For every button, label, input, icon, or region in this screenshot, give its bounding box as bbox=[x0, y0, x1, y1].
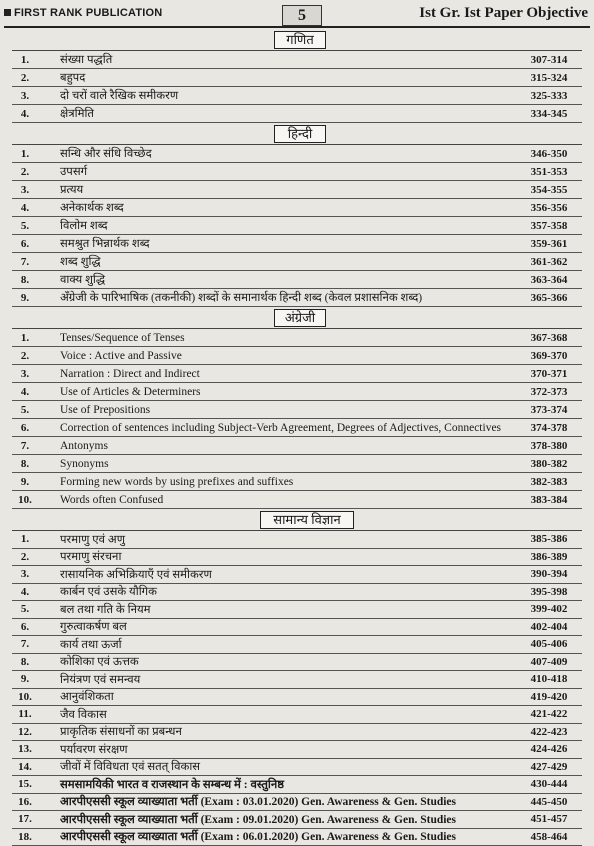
row-number: 18. bbox=[12, 831, 38, 843]
row-pages: 325-333 bbox=[516, 90, 582, 102]
section-ganit bbox=[12, 29, 582, 123]
row-pages: 382-383 bbox=[516, 476, 582, 488]
row-number: 2. bbox=[12, 166, 38, 178]
row-pages: 361-362 bbox=[516, 256, 582, 268]
row-number: 14. bbox=[12, 761, 38, 773]
row-pages: 307-314 bbox=[516, 54, 582, 66]
toc-row bbox=[12, 383, 582, 401]
toc-row bbox=[12, 217, 582, 235]
toc-row bbox=[12, 199, 582, 217]
toc-row bbox=[12, 437, 582, 455]
toc-row bbox=[12, 419, 582, 437]
row-topic: शब्द शुद्धि bbox=[38, 254, 516, 269]
row-topic: संख्या पद्धति bbox=[38, 52, 516, 67]
toc-row bbox=[12, 724, 582, 742]
logo-square-icon bbox=[4, 9, 11, 16]
toc-row bbox=[12, 759, 582, 777]
row-topic: प्रत्यय bbox=[38, 182, 516, 197]
toc-row bbox=[12, 87, 582, 105]
row-number: 4. bbox=[12, 586, 38, 598]
toc-row bbox=[12, 671, 582, 689]
row-topic: आरपीएससी स्कूल व्याख्याता भर्ती (Exam : 06.01.2020) Gen. Awareness & Gen. Studies bbox=[38, 829, 516, 844]
row-topic: नियंत्रण एवं समन्वय bbox=[38, 672, 516, 687]
toc-row bbox=[12, 776, 582, 794]
row-topic: गुरुत्वाकर्षण बल bbox=[38, 619, 516, 634]
row-pages: 419-420 bbox=[516, 691, 582, 703]
row-number: 3. bbox=[12, 568, 38, 580]
row-number: 11. bbox=[12, 708, 38, 720]
section-title-science: सामान्य विज्ञान bbox=[260, 511, 354, 529]
toc-row bbox=[12, 235, 582, 253]
row-topic: रासायनिक अभिक्रियाएँ एवं समीकरण bbox=[38, 567, 516, 582]
toc-row bbox=[12, 329, 582, 347]
paper-title: Ist Gr. Ist Paper Objective bbox=[419, 5, 588, 22]
row-topic: क्षेत्रमिति bbox=[38, 106, 516, 121]
section-rows bbox=[12, 51, 582, 123]
row-pages: 380-382 bbox=[516, 458, 582, 470]
row-pages: 386-389 bbox=[516, 551, 582, 563]
toc-row bbox=[12, 105, 582, 123]
row-number: 13. bbox=[12, 743, 38, 755]
toc-row bbox=[12, 271, 582, 289]
row-pages: 458-464 bbox=[516, 831, 582, 843]
toc-row bbox=[12, 145, 582, 163]
row-topic: कार्बन एवं उसके यौगिक bbox=[38, 584, 516, 599]
toc-row bbox=[12, 794, 582, 812]
toc-row bbox=[12, 566, 582, 584]
row-topic: Correction of sentences including Subject-Verb Agreement, Degrees of Adjectives, Connectives bbox=[38, 422, 516, 434]
contents-table bbox=[12, 29, 582, 846]
row-number: 15. bbox=[12, 778, 38, 790]
section-rows bbox=[12, 329, 582, 509]
row-topic: अँग्रेजी के पारिभाषिक (तकनीकी) शब्दों के समानार्थक हिन्दी शब्द (केवल प्रशासनिक शब्द) bbox=[38, 290, 516, 305]
toc-row bbox=[12, 829, 582, 846]
row-number: 7. bbox=[12, 256, 38, 268]
row-topic: परमाणु एवं अणु bbox=[38, 532, 516, 547]
row-number: 5. bbox=[12, 603, 38, 615]
row-topic: आनुवंशिकता bbox=[38, 689, 516, 704]
row-topic: आरपीएससी स्कूल व्याख्याता भर्ती (Exam : 09.01.2020) Gen. Awareness & Gen. Studies bbox=[38, 812, 516, 827]
toc-row bbox=[12, 741, 582, 759]
toc-row bbox=[12, 811, 582, 829]
row-number: 5. bbox=[12, 220, 38, 232]
toc-row bbox=[12, 473, 582, 491]
section-title-ganit: गणित bbox=[274, 31, 326, 49]
row-topic: बहुपद bbox=[38, 70, 516, 85]
row-number: 3. bbox=[12, 184, 38, 196]
row-number: 4. bbox=[12, 386, 38, 398]
page-number: 5 bbox=[282, 5, 322, 26]
row-topic: प्राकृतिक संसाधनों का प्रबन्धन bbox=[38, 724, 516, 739]
row-number: 6. bbox=[12, 621, 38, 633]
row-topic: कोशिका एवं ऊत्तक bbox=[38, 654, 516, 669]
row-topic: दो चरों वाले रैखिक समीकरण bbox=[38, 88, 516, 103]
row-pages: 390-394 bbox=[516, 568, 582, 580]
toc-row bbox=[12, 584, 582, 602]
row-number: 1. bbox=[12, 533, 38, 545]
row-topic: जैव विकास bbox=[38, 707, 516, 722]
row-pages: 410-418 bbox=[516, 673, 582, 685]
row-topic: Words often Confused bbox=[38, 494, 516, 506]
row-number: 9. bbox=[12, 476, 38, 488]
row-topic: सन्धि और संधि विच्छेद bbox=[38, 146, 516, 161]
section-heading bbox=[12, 29, 582, 51]
row-topic: बल तथा गति के नियम bbox=[38, 602, 516, 617]
row-topic: कार्य तथा ऊर्जा bbox=[38, 637, 516, 652]
row-number: 17. bbox=[12, 813, 38, 825]
row-topic: जीवों में विविधता एवं सतत् विकास bbox=[38, 759, 516, 774]
toc-row bbox=[12, 163, 582, 181]
row-topic: पर्यावरण संरक्षण bbox=[38, 742, 516, 757]
row-number: 8. bbox=[12, 458, 38, 470]
row-number: 9. bbox=[12, 673, 38, 685]
row-pages: 451-457 bbox=[516, 813, 582, 825]
row-pages: 407-409 bbox=[516, 656, 582, 668]
row-pages: 402-404 bbox=[516, 621, 582, 633]
row-pages: 369-370 bbox=[516, 350, 582, 362]
row-pages: 427-429 bbox=[516, 761, 582, 773]
publisher-name bbox=[4, 7, 162, 19]
row-topic: Antonyms bbox=[38, 440, 516, 452]
toc-row bbox=[12, 689, 582, 707]
row-pages: 315-324 bbox=[516, 72, 582, 84]
row-topic: विलोम शब्द bbox=[38, 218, 516, 233]
row-number: 8. bbox=[12, 656, 38, 668]
section-english bbox=[12, 307, 582, 509]
toc-row bbox=[12, 51, 582, 69]
row-number: 9. bbox=[12, 292, 38, 304]
row-pages: 378-380 bbox=[516, 440, 582, 452]
row-pages: 383-384 bbox=[516, 494, 582, 506]
row-number: 4. bbox=[12, 202, 38, 214]
row-pages: 445-450 bbox=[516, 796, 582, 808]
row-topic: समश्रुत भिन्नार्थक शब्द bbox=[38, 236, 516, 251]
row-number: 16. bbox=[12, 796, 38, 808]
toc-row bbox=[12, 253, 582, 271]
row-pages: 385-386 bbox=[516, 533, 582, 545]
row-number: 8. bbox=[12, 274, 38, 286]
row-number: 5. bbox=[12, 404, 38, 416]
row-pages: 424-426 bbox=[516, 743, 582, 755]
row-number: 7. bbox=[12, 638, 38, 650]
row-number: 1. bbox=[12, 332, 38, 344]
row-pages: 359-361 bbox=[516, 238, 582, 250]
row-pages: 357-358 bbox=[516, 220, 582, 232]
row-pages: 367-368 bbox=[516, 332, 582, 344]
row-pages: 422-423 bbox=[516, 726, 582, 738]
row-number: 2. bbox=[12, 72, 38, 84]
row-pages: 421-422 bbox=[516, 708, 582, 720]
row-number: 10. bbox=[12, 691, 38, 703]
row-number: 1. bbox=[12, 54, 38, 66]
row-topic: Synonyms bbox=[38, 458, 516, 470]
toc-row bbox=[12, 549, 582, 567]
row-pages: 334-345 bbox=[516, 108, 582, 120]
row-pages: 354-355 bbox=[516, 184, 582, 196]
row-topic: Tenses/Sequence of Tenses bbox=[38, 332, 516, 344]
toc-row bbox=[12, 601, 582, 619]
row-pages: 374-378 bbox=[516, 422, 582, 434]
toc-row bbox=[12, 531, 582, 549]
row-topic: Use of Articles & Determiners bbox=[38, 386, 516, 398]
section-science bbox=[12, 509, 582, 846]
toc-row bbox=[12, 365, 582, 383]
row-pages: 346-350 bbox=[516, 148, 582, 160]
toc-row bbox=[12, 491, 582, 509]
row-topic: अनेकार्थक शब्द bbox=[38, 200, 516, 215]
row-topic: वाक्य शुद्धि bbox=[38, 272, 516, 287]
section-heading bbox=[12, 123, 582, 145]
row-number: 2. bbox=[12, 350, 38, 362]
section-rows bbox=[12, 145, 582, 307]
row-pages: 370-371 bbox=[516, 368, 582, 380]
row-pages: 363-364 bbox=[516, 274, 582, 286]
row-topic: आरपीएससी स्कूल व्याख्याता भर्ती (Exam : 03.01.2020) Gen. Awareness & Gen. Studies bbox=[38, 794, 516, 809]
row-pages: 356-356 bbox=[516, 202, 582, 214]
row-topic: Use of Prepositions bbox=[38, 404, 516, 416]
toc-row bbox=[12, 181, 582, 199]
section-hindi bbox=[12, 123, 582, 307]
row-pages: 430-444 bbox=[516, 778, 582, 790]
toc-row bbox=[12, 347, 582, 365]
row-number: 7. bbox=[12, 440, 38, 452]
toc-row bbox=[12, 455, 582, 473]
row-topic: परमाणु संरचना bbox=[38, 549, 516, 564]
toc-row bbox=[12, 69, 582, 87]
row-number: 6. bbox=[12, 422, 38, 434]
row-number: 2. bbox=[12, 551, 38, 563]
toc-row bbox=[12, 706, 582, 724]
toc-row bbox=[12, 654, 582, 672]
publisher-label: FIRST RANK PUBLICATION bbox=[14, 7, 162, 19]
toc-row bbox=[12, 289, 582, 307]
page-header bbox=[4, 4, 590, 28]
row-number: 1. bbox=[12, 148, 38, 160]
section-heading bbox=[12, 509, 582, 531]
toc-row bbox=[12, 636, 582, 654]
row-number: 3. bbox=[12, 90, 38, 102]
toc-row bbox=[12, 401, 582, 419]
toc-row bbox=[12, 619, 582, 637]
row-topic: Forming new words by using prefixes and suffixes bbox=[38, 476, 516, 488]
row-pages: 405-406 bbox=[516, 638, 582, 650]
row-number: 4. bbox=[12, 108, 38, 120]
row-pages: 395-398 bbox=[516, 586, 582, 598]
row-pages: 351-353 bbox=[516, 166, 582, 178]
row-topic: उपसर्ग bbox=[38, 164, 516, 179]
section-rows bbox=[12, 531, 582, 846]
row-number: 12. bbox=[12, 726, 38, 738]
row-pages: 372-373 bbox=[516, 386, 582, 398]
section-title-english: अंग्रेजी bbox=[274, 309, 326, 327]
row-number: 10. bbox=[12, 494, 38, 506]
row-topic: Voice : Active and Passive bbox=[38, 350, 516, 362]
section-heading bbox=[12, 307, 582, 329]
section-title-hindi: हिन्दी bbox=[274, 125, 326, 143]
row-pages: 399-402 bbox=[516, 603, 582, 615]
row-topic: Narration : Direct and Indirect bbox=[38, 368, 516, 380]
row-pages: 365-366 bbox=[516, 292, 582, 304]
row-topic: समसामयिकी भारत व राजस्थान के सम्बन्ध में : वस्तुनिष्ठ bbox=[38, 777, 516, 792]
row-pages: 373-374 bbox=[516, 404, 582, 416]
row-number: 6. bbox=[12, 238, 38, 250]
row-number: 3. bbox=[12, 368, 38, 380]
